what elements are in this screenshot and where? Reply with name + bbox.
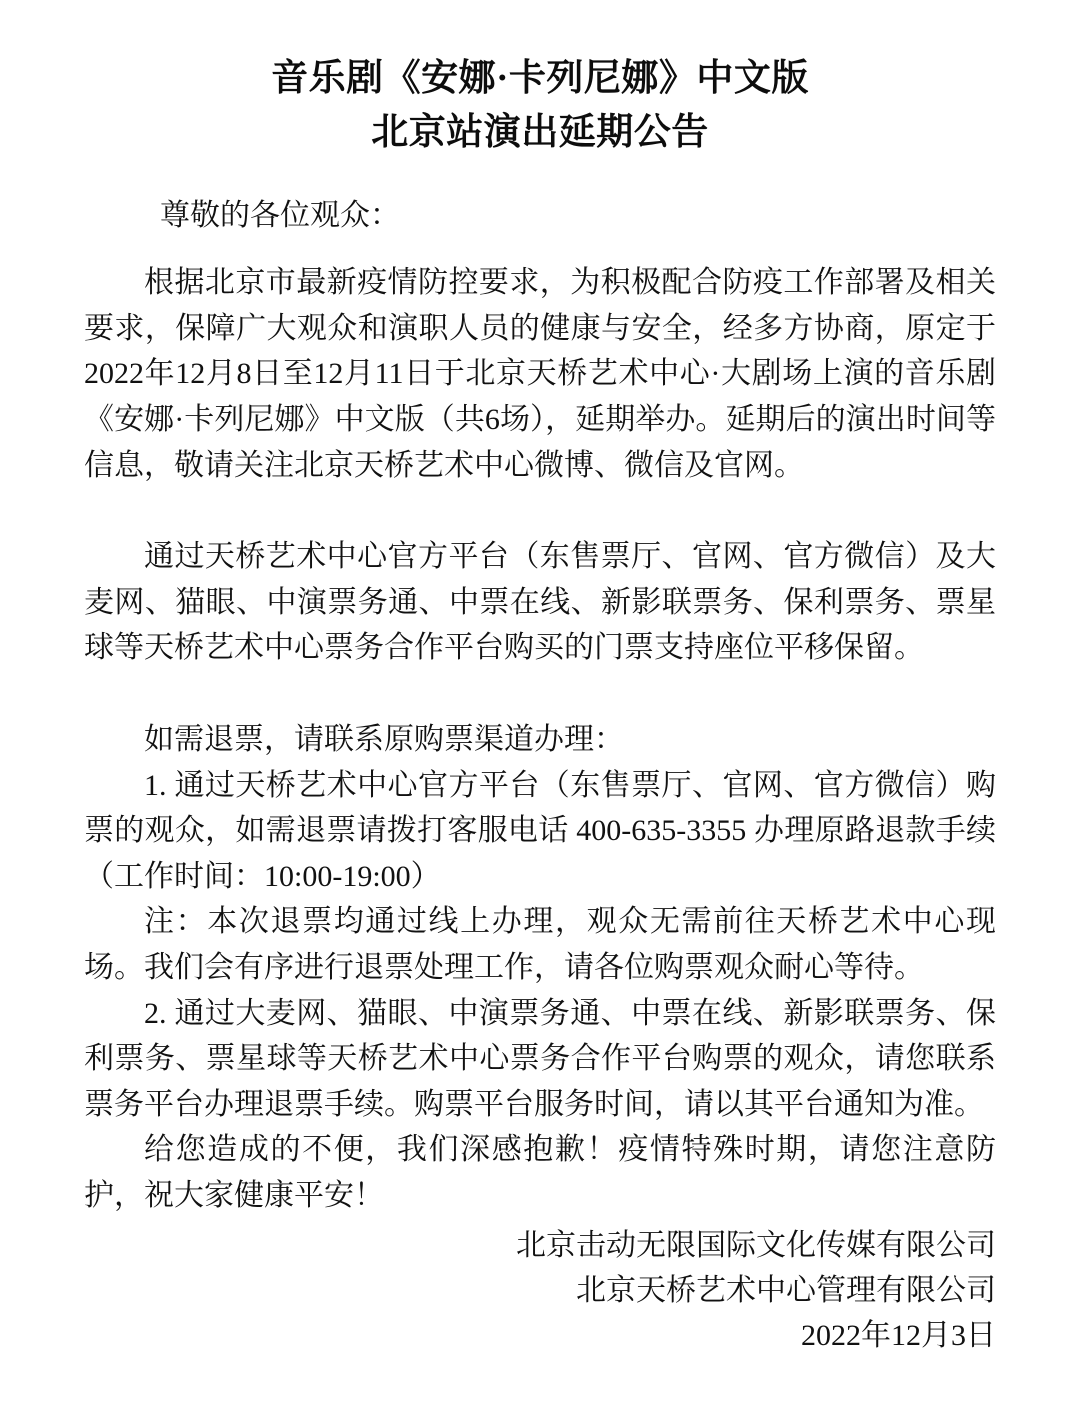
page-title — [84, 52, 996, 159]
title-line-1: 音乐剧《安娜·卡列尼娜》中文版 — [271, 58, 809, 99]
signature-block — [516, 1223, 996, 1358]
paragraph-refund-intro: 如需退票，请联系原购票渠道办理： — [144, 723, 624, 757]
signature-company-1: 北京击动无限国际文化传媒有限公司 — [516, 1229, 996, 1262]
paragraph-apology: 给您造成的不便，我们深感抱歉！疫情特殊时期，请您注意防护，祝大家健康平安！ — [84, 1133, 996, 1212]
paragraph-refund-note: 注：本次退票均通过线上办理，观众无需前往天桥艺术中心现场。我们会有序进行退票处理工作，请各位购票观众耐心等待。 — [84, 905, 996, 984]
signature-company-2: 北京天桥艺术中心管理有限公司 — [576, 1274, 996, 1307]
paragraph-refund-item-1: 1. 通过天桥艺术中心官方平台（东售票厅、官网、官方微信）购票的观众，如需退票请拨打客服电话 400-635-3355 办理原路退款手续（工作时间：10:00-19:00） — [84, 768, 996, 893]
paragraph-spacer — [84, 508, 996, 534]
paragraph-spacer-2 — [84, 691, 996, 717]
paragraph-refund-item-2: 2. 通过大麦网、猫眼、中演票务通、中票在线、新影联票务、保利票务、票星球等天桥艺术中心票务合作平台购票的观众，请您联系票务平台办理退票手续。购票平台服务时间，请以其平台通知为准。 — [84, 996, 996, 1121]
paragraph-seat-retention: 通过天桥艺术中心官方平台（东售票厅、官网、官方微信）及大麦网、猫眼、中演票务通、中票在线、新影联票务、保利票务、票星球等天桥艺术中心票务合作平台购买的门票支持座位平移保留。 — [84, 540, 996, 665]
title-line-2: 北京站演出延期公告 — [371, 111, 709, 153]
signature-date: 2022年12月3日 — [801, 1319, 996, 1352]
salutation: 尊敬的各位观众： — [160, 199, 400, 233]
paragraph-postponement-notice: 根据北京市最新疫情防控要求，为积极配合防疫工作部署及相关要求，保障广大观众和演职人员的健康与安全，经多方协商，原定于2022年12月8日至12月11日于北京天桥艺术中心·大剧场上演的音乐剧《安娜·卡列尼娜》中文版（共6场），延期举办。延期后的演出时间等信息，敬请关注北京天桥艺术中心微博、微信及官网。 — [84, 266, 996, 482]
